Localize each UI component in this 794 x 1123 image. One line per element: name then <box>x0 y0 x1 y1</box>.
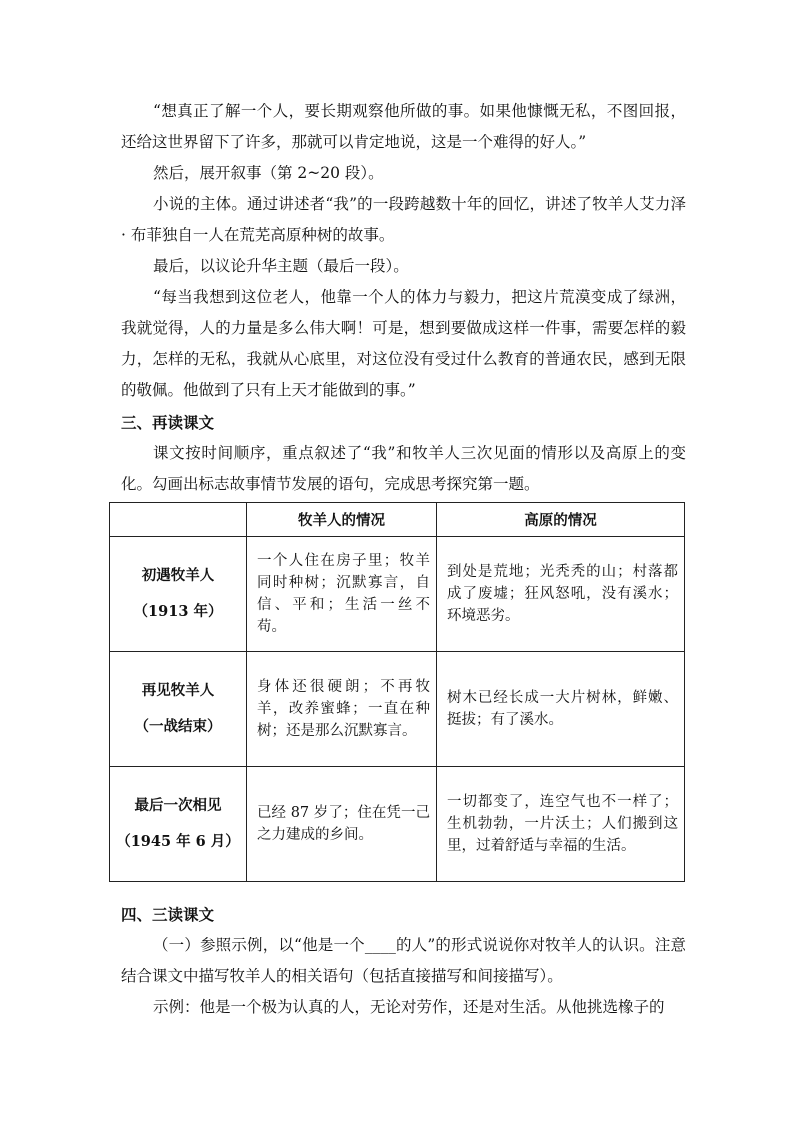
meeting-cell <box>110 537 247 652</box>
meeting-label: 初遇牧羊人 <box>141 567 215 584</box>
main-body-paragraph: 小说的主体。通过讲述者“我”的一段跨越数十年的回忆，讲述了牧羊人艾力泽 · 布菲独自一人在荒芜高原种树的故事。 <box>121 195 686 244</box>
meetings-table <box>109 502 685 882</box>
meeting-label: 再见牧羊人 <box>141 682 215 699</box>
table-row <box>110 652 685 767</box>
meeting-label: 最后一次相见 <box>134 797 222 814</box>
table-row <box>110 537 685 652</box>
shepherd-cell: 一个人住在房子里；牧羊同时种树；沉默寡言，自信、平和；生活一丝不苟。 <box>247 537 437 652</box>
meeting-cell <box>110 652 247 767</box>
meeting-cell <box>110 767 247 882</box>
table-header-plateau: 高原的情况 <box>437 503 685 537</box>
quote-paragraph-1: “想真正了解一个人，要长期观察他所做的事。如果他慷慨无私，不图回报，还给这世界留下了许多，那就可以肯定地说，这是一个难得的好人。” <box>121 102 686 151</box>
table-header-row <box>110 503 685 537</box>
meeting-date: （一战结束） <box>134 718 222 735</box>
plateau-cell: 树木已经长成一大片树林，鲜嫩、挺拔；有了溪水。 <box>437 652 685 767</box>
quote-paragraph-2: “每当我想到这位老人，他靠一个人的体力与毅力，把这片荒漠变成了绿洲，我就觉得，人的力量是多么伟大啊！可是，想到要做成这样一件事，需要怎样的毅力，怎样的无私，我就从心底里，对这位没有受过什么教育的普通农民，感到无限的敬佩。他做到了只有上天才能做到的事。” <box>121 288 686 399</box>
plateau-cell: 到处是荒地；光秃秃的山；村落都成了废墟；狂风怒吼，没有溪水；环境恶劣。 <box>437 537 685 652</box>
section-4-heading: 四、三读课文 <box>121 905 215 924</box>
meeting-date: （1945 年 6 月） <box>116 833 240 850</box>
section-3-heading: 三、再读课文 <box>121 413 215 432</box>
shepherd-cell: 已经 87 岁了；住在凭一己之力建成的乡间。 <box>247 767 437 882</box>
section-3-text: 课文按时间顺序，重点叙述了“我”和牧羊人三次见面的情形以及高原上的变化。勾画出标志故事情节发展的语句，完成思考探究第一题。 <box>121 444 686 493</box>
narrative-paragraph: 然后，展开叙事（第 2~20 段）。 <box>153 164 384 182</box>
section-4-task: （一）参照示例，以“他是一个____的人”的形式说说你对牧羊人的认识。注意结合课文中描写牧羊人的相关语句（包括直接描写和间接描写）。 <box>121 936 686 985</box>
section-4-example: 示例：他是一个极为认真的人，无论对劳作，还是对生活。从他挑选橡子的 <box>153 998 665 1016</box>
conclusion-paragraph: 最后，以议论升华主题（最后一段）。 <box>153 257 409 275</box>
table-header-empty <box>110 503 247 537</box>
table-row <box>110 767 685 882</box>
shepherd-cell: 身体还很硬朗；不再牧羊，改养蜜蜂；一直在种树；还是那么沉默寡言。 <box>247 652 437 767</box>
plateau-cell: 一切都变了，连空气也不一样了；生机勃勃，一片沃土；人们搬到这里，过着舒适与幸福的生活。 <box>437 767 685 882</box>
table-header-shepherd: 牧羊人的情况 <box>247 503 437 537</box>
meeting-date: （1913 年） <box>133 603 223 620</box>
